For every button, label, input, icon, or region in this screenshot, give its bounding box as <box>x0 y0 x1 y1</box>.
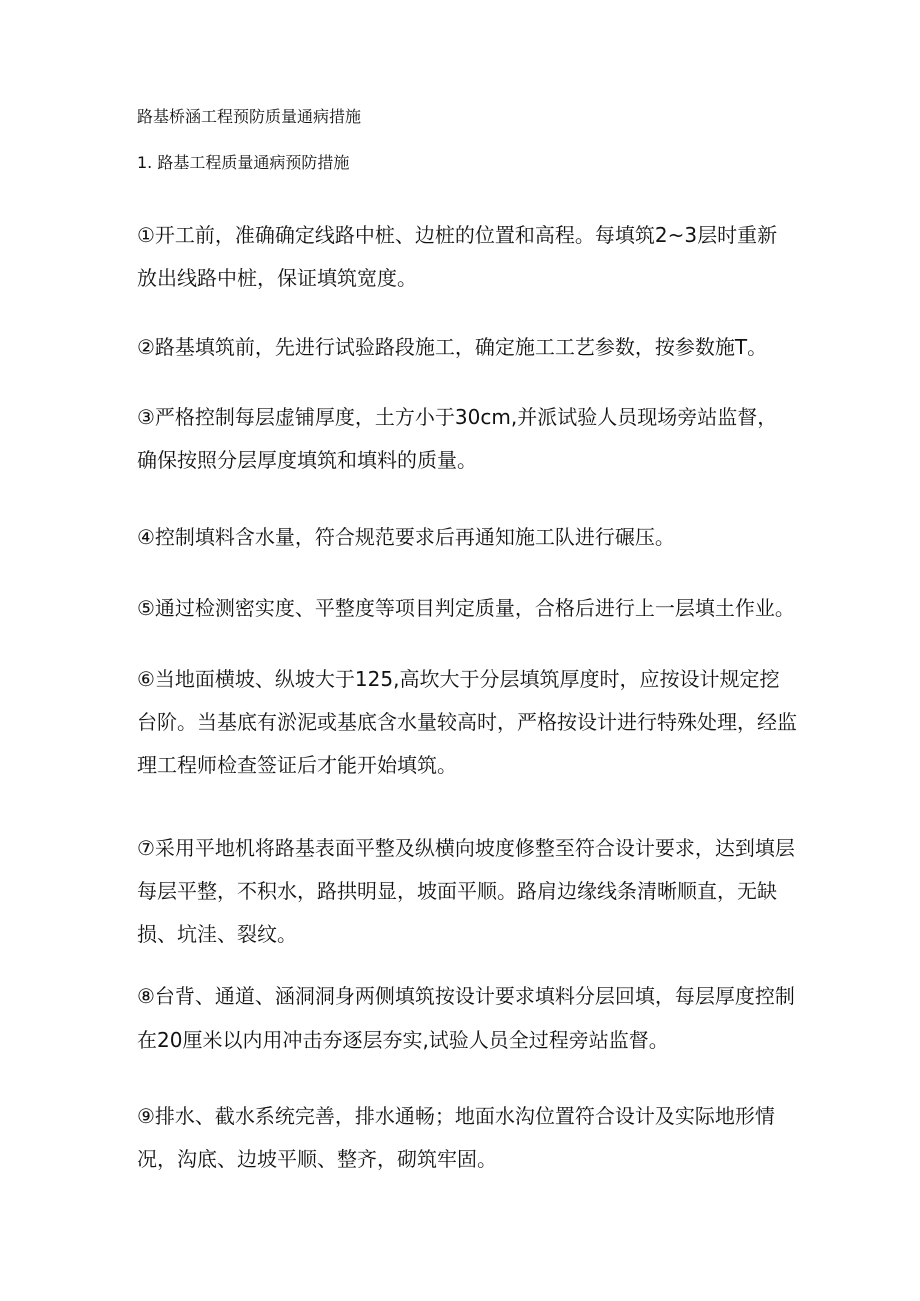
paragraph-7: ⑦采用平地机将路基表面平整及纵横向坡度修整至符合设计要求，达到填层每层平整，不积水，路拱明显，坡面平顺。路肩边缘线条清晰顺直，无缺损、坑洼、裂纹。 <box>137 836 795 946</box>
section-heading: 1. 路基工程质量通病预防措施 <box>137 153 350 172</box>
paragraph-1: ①开工前，准确确定线路中桩、边桩的位置和高程。每填筑2~3层时重新放出线路中桩，保证填筑宽度。 <box>137 223 778 290</box>
paragraph-5: ⑤通过检测密实度、平整度等项目判定质量，合格后进行上一层填土作业。 <box>137 596 795 620</box>
paragraph-4: ④控制填料含水量，符合规范要求后再通知施工队进行碾压。 <box>137 525 675 549</box>
paragraph-3: ③严格控制每层虚铺厚度，土方小于30cm,并派试验人员现场旁站监督，确保按照分层厚度填筑和填料的质量。 <box>137 405 778 472</box>
paragraph-9: ⑨排水、截水系统完善，排水通畅；地面水沟位置符合设计及实际地形情况，沟底、边坡平顺、整齐，砌筑牢固。 <box>137 1104 775 1171</box>
paragraph-2: ②路基填筑前，先进行试验路段施工，确定施工工艺参数，按参数施T。 <box>137 335 768 359</box>
paragraph-6: ⑥当地面横坡、纵坡大于125,高坎大于分层填筑厚度时，应按设计规定挖台阶。当基底有淤泥或基底含水量较高时，严格按设计进行特殊处理，经监理工程师检查签证后才能开始填筑。 <box>137 667 797 777</box>
document-title: 路基桥涵工程预防质量通病措施 <box>137 107 362 126</box>
paragraph-8: ⑧台背、通道、涵洞洞身两侧填筑按设计要求填料分层回填，每层厚度控制在20厘米以内用冲击夯逐层夯实,试验人员全过程旁站监督。 <box>137 984 795 1052</box>
